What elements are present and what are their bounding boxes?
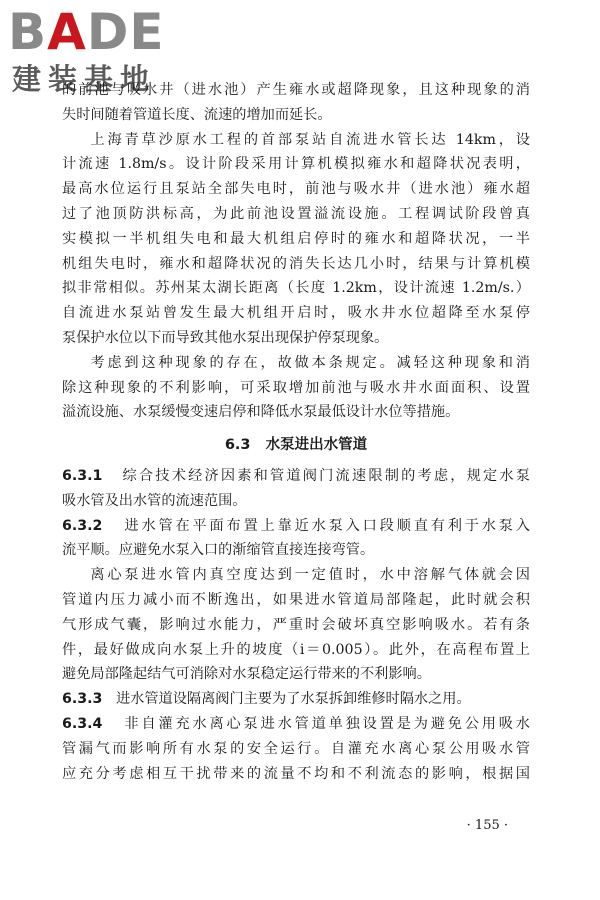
text-line: 拟非常相似。苏州某太湖长距离（长度 1.2km，设计流速 1.2m/s.） [62,280,530,297]
logo-letter-a: A [47,3,87,61]
text-line: 的前池与吸水井（进水池）产生雍水或超降现象，且这种现象的消 [62,82,530,98]
section-title: 水泵进出水管道 [265,437,368,454]
text-line: 实模拟一半机组失电和最大机组启停时的雍水和超降状况，一半 [62,230,530,247]
text-line: 自流进水泵站曾发生最大机组开启时，吸水井水位超降至水泵停 [62,305,530,322]
text-line: 管漏气而影响所有水泵的安全运行。自灌充水离心泵公用吸水管 [62,740,530,757]
text-line: 过了池顶防洪标高，为此前池设置溢流设施。工程调试阶段曾真 [62,205,530,222]
clause-line [62,514,530,539]
text-line: 除这种现象的不利影响，可采取增加前池与吸水井水面面积、设置 [62,379,530,396]
clause-number: 6.3.4 [62,715,103,732]
text-line: 机组失电时，雍水和超降状况的消失长达几小时，结果与计算机模 [62,255,530,272]
text-line: 管道内压力减小而不断逸出，如果进水管道局部隆起，此时就会积 [62,591,530,608]
clause-text: 综合技术经济因素和管道阀门流速限制的考虑，规定水泵 [122,467,530,484]
logo-wordmark [8,4,165,60]
text-line: 避免局部隆起结气可消除对水泵稳定运行带来的不利影响。 [62,666,431,683]
clause-line [62,687,530,712]
text-line: 吸水管及出水管的流速范围。 [62,492,247,509]
text-line: 计流速 1.8m/s。设计阶段采用计算机模拟雍水和超降状况表明， [62,156,530,173]
text-line: 溢流设施、水泵缓慢变速启停和降低水泵最低设计水位等措施。 [62,404,460,421]
text-line: 最高水位运行且泵站全部失电时，前池与吸水井（进水池）雍水超 [62,181,530,198]
text-line: 失时间随着管道长度、流速的增加而延长。 [62,106,332,123]
clause-number: 6.3.3 [62,691,103,708]
clause-number: 6.3.1 [62,467,103,484]
page-number: · 155 · [466,818,508,833]
clause-number: 6.3.2 [62,517,103,534]
text-line: 考虑到这种现象的存在，故做本条规定。减轻这种现象和消 [90,354,530,371]
logo-letter-b: B [8,3,48,61]
text-line: 泵保护水位以下而导致其他水泵出现保护停泵现象。 [62,329,389,346]
section-heading [62,433,530,458]
text-line: 离心泵进水管内真空度达到一定值时，水中溶解气体就会因 [90,567,530,584]
document-body [62,78,530,786]
clause-line [62,712,530,737]
clause-text: 非自灌充水离心泵进水管道单独设置是为避免公用吸水 [124,715,530,732]
text-line: 气形成气囊，影响过水能力，严重时会破坏真空影响吸水。若有条 [62,616,530,633]
text-line: 上海青草沙原水工程的首部泵站自流进水管长达 14km，设 [90,131,530,148]
text-line: 流平顺。应避免水泵入口的渐缩管直接连接弯管。 [62,542,375,559]
logo-subtitle: 建装基地 [12,62,157,96]
clause-line [62,464,530,489]
text-line: 应充分考虑相互干扰带来的流量不均和不利流态的影响，根据国 [62,765,530,782]
section-number: 6.3 [224,437,251,454]
clause-text: 进水管在平面布置上靠近水泵入口段顺直有利于水泵入 [124,517,530,534]
clause-text: 进水管道设隔离阀门主要为了水泵拆卸维修时隔水之用。 [115,691,471,708]
text-line: 件，最好做成向水泵上升的坡度（i＝0.005）。此外，在高程布置上 [62,641,530,658]
logo-letters-de: DE [86,3,165,61]
